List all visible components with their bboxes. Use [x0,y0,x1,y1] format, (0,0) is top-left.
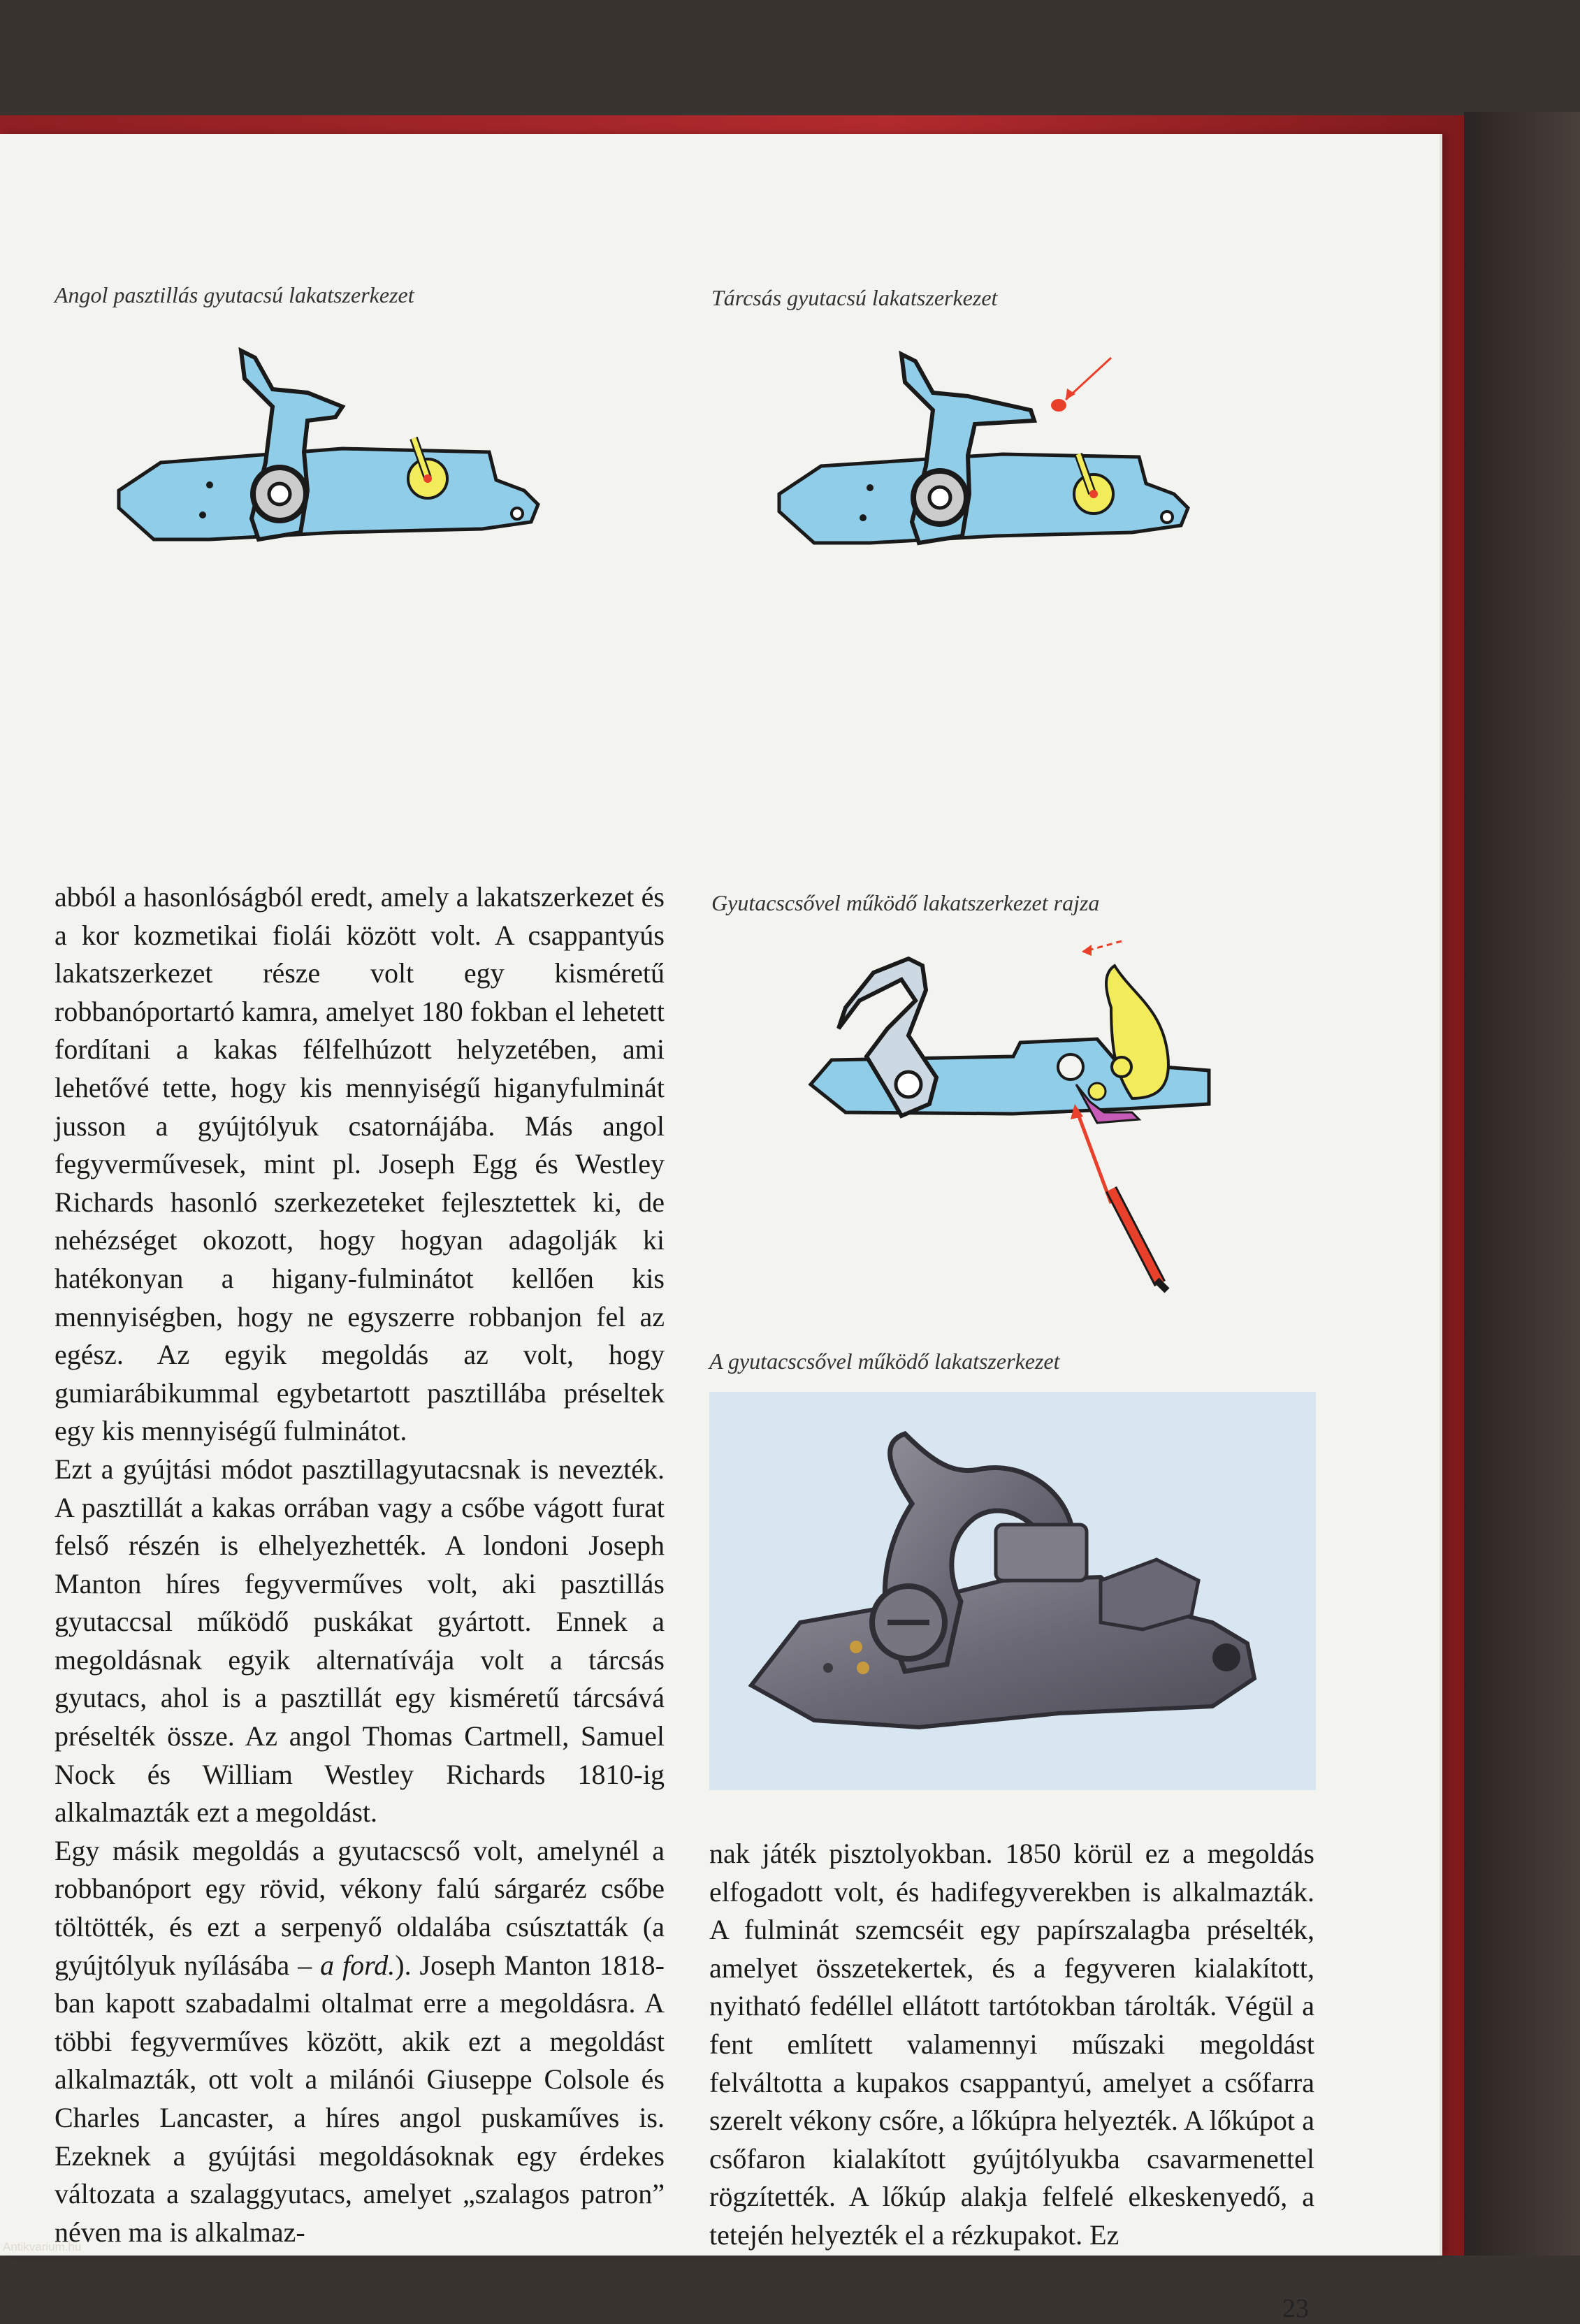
paragraph: abból a hasonlóságból eredt, amely a lakatszerkezet és a kor kozmetikai fiolái között volt. A csappantyús lakatszerkezet része volt egy kisméretű robbanóportartó kamra, amelyet 180 fokban el lehetett fordítani a kakas félfelhúzott helyzetében, ami lehetővé tette, hogy kis mennyiségű higanyfulminát jusson a gyújtólyuk csatornájába. Más angol fegyverművesek, mint pl. Joseph Egg és Westley Richards hasonló szerkezeteket fejlesztettek ki, de nehézséget okozott, hogy hogyan adagolják ki hatékonyan a higany-fulminátot kellően kis mennyiségben, hogy ne egyszerre robbanjon fel az egész. Az egyik megoldás az volt, hogy gumiarábikummal egybetartott pasztillába préseltek egy kis mennyiségű fulminátot. [55,881,665,1447]
italic-note: a ford. [320,1949,396,1981]
paragraph: Ezt a gyújtási módot pasztillagyutacsnak is nevezték. A pasztillát a kakas orrában vagy a csőbe vágott furat felső részén is elhelyezhették. A londoni Joseph Manton híres fegyverműves volt, aki pasztillás gyutaccsal működő puskákat gyártott. Ennek a megoldásnak egyik alternatívája volt a tárcsás gyutacs, ahol is a pasztillát egy kisméretű tárcsává préselték össze. Az angol Thomas Cartmell, Samuel Nock és William Westley Richards 1810-ig alkalmazták ezt a megoldást. [55,1453,665,1829]
background-shadow [1464,112,1580,2256]
paragraph: nak játék pisztolyokban. 1850 körül ez a megoldás elfogadott volt, és hadifegyverekben is alkalmazták. A fulminát szemcséit egy papírszalagba préselték, amelyet összetekertek, és a fegyveren kialakított, nyitható fedéllel ellátott tartótokban tárolták. Végül a fent említett valamennyi műszaki megoldást felváltotta a kupakos csappantyú, amelyet a csőfarra szerelt vékony csőre, a lőkúpra helyezték. A lőkúpot a csőfaron kialakított gyújtólyukba csavarmenettel rögzítették. A lőkúp alakja felfelé elkeskenyedő, a tetején helyezték el a rézkupakot. Ez [709,1838,1314,2251]
page-number: 23 [1282,2294,1309,2323]
tube-lock-diagram [804,924,1237,1301]
left-text-column [55,878,665,2251]
caption-fig3: Gyutacscsővel működő lakatszerkezet rajza [711,890,1100,915]
percussion-lock-photo-image [709,1392,1316,1790]
caption-fig1: Angol pasztillás gyutacsú lakatszerkezet [55,282,414,307]
disc-primer-lock-diagram [765,330,1254,581]
caption-fig2: Tárcsás gyutacsú lakatszerkezet [711,285,998,310]
right-text-column [709,1835,1314,2255]
caption-fig4: A gyutacscsővel működő lakatszerkezet [709,1349,1060,1374]
lock-photo [709,1392,1316,1790]
book-page [0,134,1440,2323]
pellet-lock-diagram [105,330,594,581]
watermark: Antikvarium.hu [3,2240,82,2253]
paragraph: Egy másik megoldás a gyutacscső volt, amelynél a robbanóport egy rövid, vékony falú sárgaréz csőbe töltötték, és ezt a serpenyő oldalába csúsztatták (a gyújtólyuk nyílásába – a ford.). Joseph Manton 1818-ban kapott szabadalmi oltalmat erre a megoldásra. A többi fegyverműves között, akik ezt a megoldást alkalmazták, ott volt a milánói Giuseppe Colsole és Charles Lancaster, a híres angol puskaműves is. Ezeknek a gyújtási megoldásoknak egy érdekes változata a szalaggyutacs, amelyet „szalagos patron” néven ma is alkalmaz- [55,1834,665,2248]
